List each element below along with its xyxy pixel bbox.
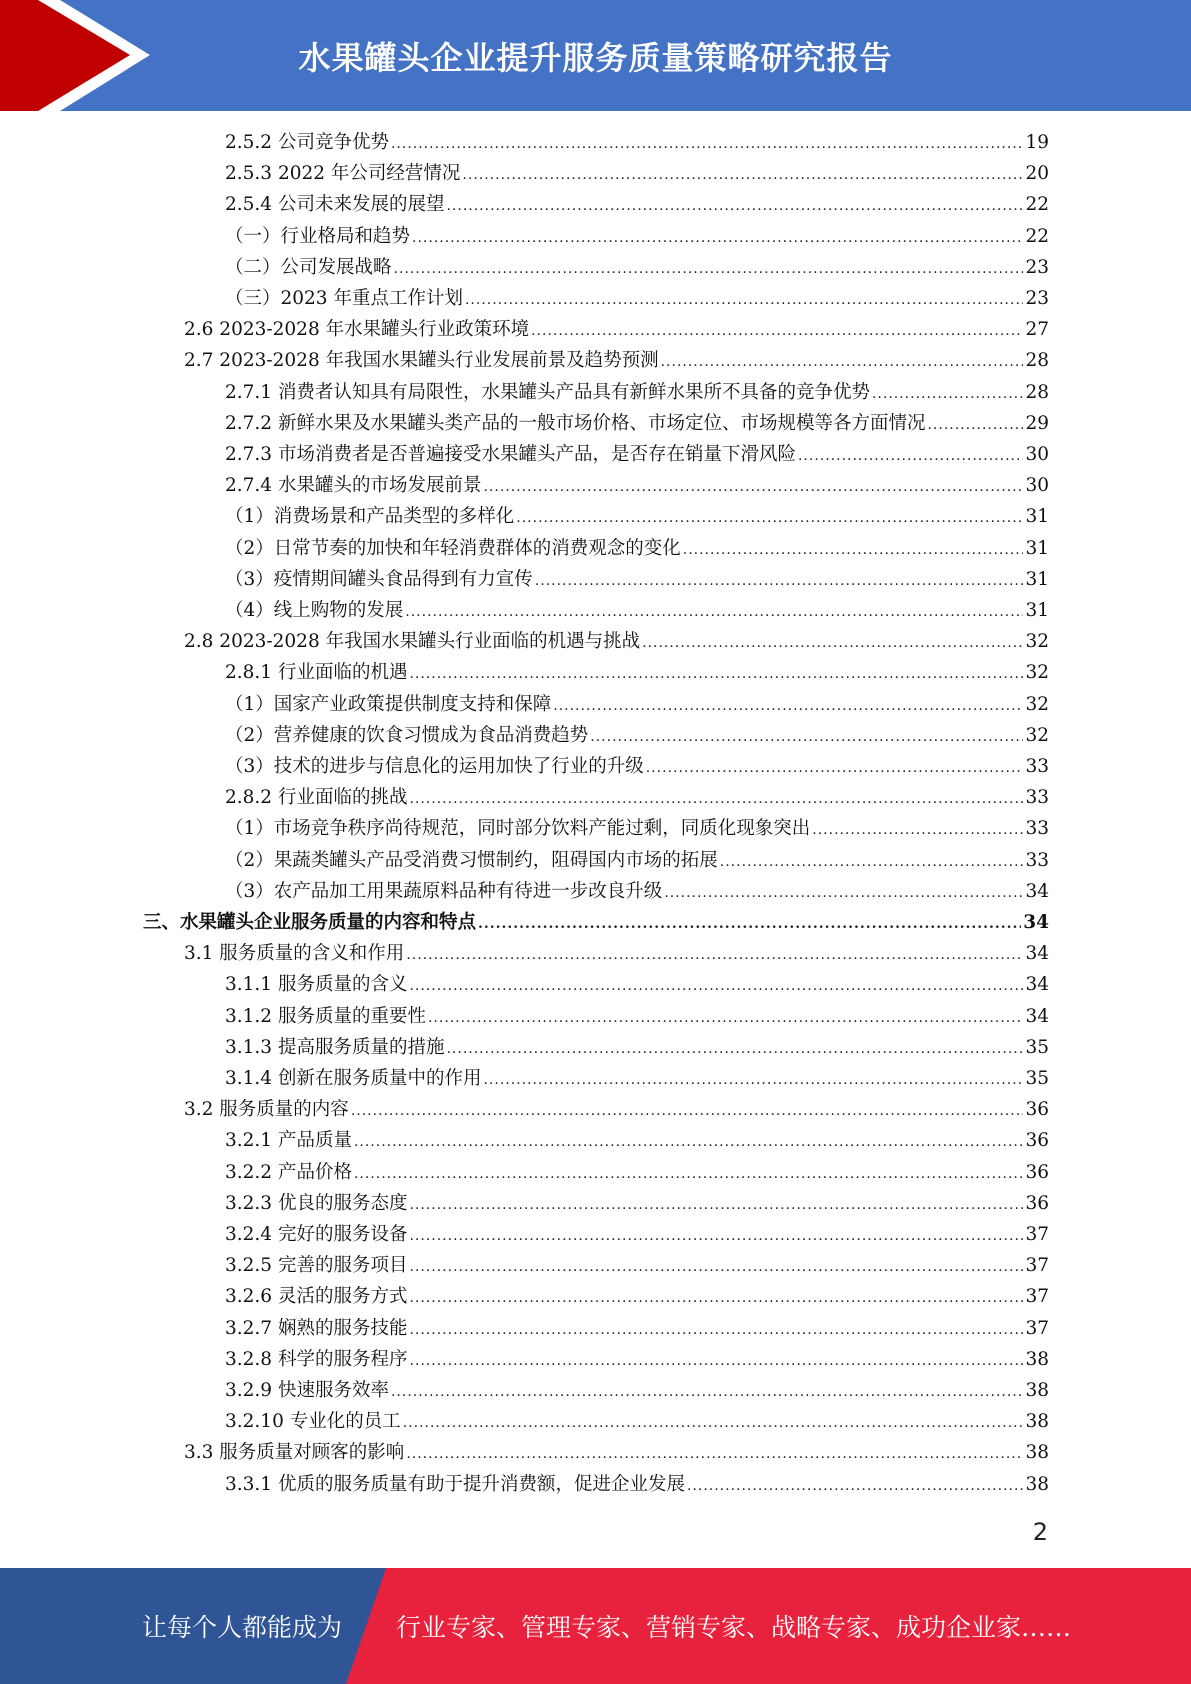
- toc-entry-label: 3.2.9 快速服务效率: [225, 1380, 389, 1401]
- toc-entry-page: 29: [1025, 412, 1049, 434]
- toc-dot-leader: [590, 729, 1023, 745]
- toc-dot-leader: [446, 1041, 1023, 1057]
- toc-dot-leader: [409, 1228, 1023, 1244]
- toc-entry-label: 3.1.1 服务质量的含义: [225, 974, 408, 996]
- toc-dot-leader: [478, 916, 1021, 932]
- toc-entry-label: 3.2.10 专业化的员工: [225, 1411, 401, 1433]
- toc-entry-label: 2.7.3 市场消费者是否普遍接受水果罐头产品，是否存在销量下滑风险: [225, 444, 796, 465]
- toc-entry-label: （2）果蔬类罐头产品受消费习惯制约，阻碍国内市场的拓展: [225, 849, 718, 871]
- toc-entry-label: 3.1 服务质量的含义和作用: [184, 943, 405, 965]
- toc-entry-page: 32: [1025, 662, 1049, 684]
- toc-dot-leader: [391, 136, 1023, 152]
- toc-entry-label: 2.8 2023-2028 年我国水果罐头行业面临的机遇与挑战: [184, 631, 641, 653]
- toc-entry-page: 28: [1025, 381, 1049, 403]
- toc-entry[interactable]: [143, 908, 1049, 939]
- toc-entry[interactable]: [225, 378, 1049, 409]
- toc-entry[interactable]: [225, 253, 1049, 284]
- toc-entry-page: 36: [1025, 1192, 1049, 1214]
- toc-entry-page: 37: [1025, 1317, 1049, 1339]
- toc-entry-label: 3.2.2 产品价格: [225, 1161, 352, 1183]
- toc-entry-label: 3.3 服务质量对顾客的影响: [184, 1442, 405, 1464]
- toc-dot-leader: [354, 1166, 1024, 1182]
- toc-dot-leader: [642, 635, 1023, 651]
- toc-entry[interactable]: [225, 752, 1049, 783]
- toc-entry[interactable]: [225, 471, 1049, 502]
- toc-entry[interactable]: [225, 970, 1049, 1001]
- toc-entry-label: 3.2.8 科学的服务程序: [225, 1348, 408, 1370]
- toc-dot-leader: [409, 1197, 1023, 1213]
- toc-entry-page: 20: [1025, 163, 1049, 185]
- toc-entry-page: 38: [1025, 1473, 1049, 1495]
- toc-dot-leader: [351, 1103, 1024, 1119]
- toc-entry[interactable]: [184, 627, 1049, 658]
- toc-entry-label: （2）营养健康的饮食习惯成为食品消费趋势: [225, 724, 589, 746]
- toc-entry-label: 2.8.1 行业面临的机遇: [225, 662, 408, 684]
- toc-dot-leader: [646, 760, 1024, 776]
- toc-entry-page: 36: [1025, 1130, 1049, 1152]
- toc-entry-page: 32: [1025, 724, 1049, 746]
- toc-dot-leader: [927, 417, 1023, 433]
- toc-dot-leader: [812, 822, 1023, 838]
- toc-entry-label: 2.6 2023-2028 年水果罐头行业政策环境: [184, 319, 530, 341]
- toc-entry[interactable]: [225, 1376, 1049, 1407]
- report-footer: [0, 1568, 1191, 1684]
- toc-entry-label: 2.8.2 行业面临的挑战: [225, 787, 408, 809]
- toc-entry-label: （1）消费场景和产品类型的多样化: [225, 506, 515, 528]
- toc-dot-leader: [535, 573, 1024, 589]
- toc-dot-leader: [409, 1259, 1023, 1275]
- toc-dot-leader: [409, 1353, 1023, 1369]
- toc-entry-page: 37: [1025, 1224, 1049, 1245]
- toc-entry-label: （二）公司发展战略: [225, 256, 392, 278]
- toc-entry-page: 30: [1025, 444, 1049, 465]
- toc-dot-leader: [412, 230, 1023, 246]
- toc-dot-leader: [403, 1415, 1024, 1431]
- toc-dot-leader: [391, 1384, 1023, 1400]
- toc-entry-label: （三）2023 年重点工作计划: [225, 288, 463, 309]
- toc-entry[interactable]: [225, 128, 1049, 159]
- toc-entry[interactable]: [225, 814, 1049, 845]
- toc-entry-label: 2.5.2 公司竞争优势: [225, 132, 389, 153]
- toc-entry-page: 34: [1025, 943, 1049, 965]
- page-number: 2: [1032, 1518, 1048, 1546]
- toc-entry[interactable]: [225, 1064, 1049, 1095]
- toc-dot-leader: [409, 978, 1023, 994]
- toc-entry-label: （1）市场竞争秩序尚待规范，同时部分饮料产能过剩，同质化现象突出: [225, 818, 811, 840]
- toc-entry-page: 34: [1025, 974, 1049, 996]
- toc-entry-page: 32: [1025, 693, 1049, 715]
- toc-dot-leader: [446, 198, 1023, 214]
- toc-entry-page: 33: [1025, 818, 1049, 840]
- toc-entry-page: 38: [1025, 1442, 1049, 1464]
- toc-entry[interactable]: [225, 190, 1049, 221]
- toc-dot-leader: [483, 479, 1023, 495]
- footer-slogan-right: 行业专家、管理专家、营销专家、战略专家、成功企业家……: [396, 1613, 1072, 1642]
- toc-entry[interactable]: [225, 440, 1049, 471]
- toc-entry-label: 3.1.3 提高服务质量的措施: [225, 1036, 445, 1058]
- toc-entry-page: 22: [1025, 225, 1049, 247]
- toc-dot-leader: [531, 323, 1023, 339]
- toc-entry[interactable]: [225, 846, 1049, 877]
- toc-dot-leader: [516, 510, 1023, 526]
- toc-entry-label: 3.2.5 完善的服务项目: [225, 1255, 408, 1277]
- report-header: [0, 0, 1191, 111]
- toc-entry[interactable]: [184, 1438, 1049, 1469]
- toc-entry-label: 3.2.7 娴熟的服务技能: [225, 1317, 408, 1339]
- toc-entry[interactable]: [225, 877, 1049, 908]
- toc-entry-page: 35: [1025, 1036, 1049, 1058]
- toc-entry-label: 2.7 2023-2028 年我国水果罐头行业发展前景及趋势预测: [184, 350, 659, 372]
- toc-entry-label: （3）农产品加工用果蔬原料品种有待进一步改良升级: [225, 880, 663, 902]
- toc-entry[interactable]: [225, 1407, 1049, 1438]
- toc-dot-leader: [409, 666, 1023, 682]
- toc-entry-page: 27: [1025, 319, 1049, 341]
- toc-entry-page: 23: [1025, 256, 1049, 278]
- toc-entry[interactable]: [184, 939, 1049, 970]
- toc-entry-label: 2.7.2 新鲜水果及水果罐头类产品的一般市场价格、市场定位、市场规模等各方面情况: [225, 412, 926, 434]
- toc-entry-label: 3.1.4 创新在服务质量中的作用: [225, 1068, 482, 1089]
- toc-entry-label: 3.2 服务质量的内容: [184, 1099, 349, 1121]
- toc-entry[interactable]: [225, 721, 1049, 752]
- toc-dot-leader: [354, 1134, 1024, 1150]
- toc-entry[interactable]: [184, 315, 1049, 346]
- toc-entry-page: 38: [1025, 1348, 1049, 1370]
- toc-dot-leader: [409, 1290, 1023, 1306]
- toc-entry-page: 32: [1025, 631, 1049, 653]
- toc-entry[interactable]: [225, 1126, 1049, 1157]
- toc-entry-label: 三、水果罐头企业服务质量的内容和特点: [143, 912, 477, 933]
- toc-entry-page: 31: [1025, 600, 1049, 621]
- toc-dot-leader: [409, 1322, 1023, 1338]
- toc-entry[interactable]: [184, 346, 1049, 377]
- toc-dot-leader: [798, 448, 1023, 464]
- toc-entry-label: 3.2.3 优良的服务态度: [225, 1192, 408, 1214]
- toc-entry-label: 3.3.1 优质的服务质量有助于提升消费额，促进企业发展: [225, 1473, 685, 1495]
- toc-entry-label: 3.1.2 服务质量的重要性: [225, 1005, 426, 1027]
- toc-entry-label: 3.2.1 产品质量: [225, 1130, 352, 1152]
- toc-entry-page: 33: [1025, 756, 1049, 777]
- toc-entry-page: 22: [1025, 194, 1049, 216]
- toc-dot-leader: [428, 1010, 1023, 1026]
- toc-entry[interactable]: [225, 565, 1049, 596]
- toc-dot-leader: [394, 261, 1024, 277]
- toc-entry[interactable]: [225, 1282, 1049, 1313]
- toc-dot-leader: [661, 354, 1024, 370]
- toc-dot-leader: [406, 1446, 1023, 1462]
- toc-entry[interactable]: [225, 1314, 1049, 1345]
- toc-entry[interactable]: [225, 1158, 1049, 1189]
- toc-dot-leader: [406, 947, 1023, 963]
- toc-entry-label: 3.2.6 灵活的服务方式: [225, 1286, 408, 1308]
- toc-entry[interactable]: [225, 159, 1049, 190]
- toc-dot-leader: [872, 386, 1023, 402]
- toc-entry[interactable]: [225, 1220, 1049, 1251]
- toc-entry-label: 3.2.4 完好的服务设备: [225, 1224, 408, 1245]
- toc-entry[interactable]: [184, 1095, 1049, 1126]
- toc-entry[interactable]: [225, 783, 1049, 814]
- toc-entry-page: 37: [1025, 1286, 1049, 1308]
- toc-entry-page: 28: [1025, 350, 1049, 372]
- toc-entry-page: 23: [1025, 288, 1049, 309]
- toc-dot-leader: [462, 167, 1023, 183]
- toc-entry-page: 31: [1025, 568, 1049, 590]
- toc-entry-page: 36: [1025, 1099, 1049, 1121]
- toc-entry-page: 30: [1025, 475, 1049, 497]
- toc-entry[interactable]: [225, 409, 1049, 440]
- toc-entry[interactable]: [225, 1470, 1049, 1501]
- toc-entry[interactable]: [225, 596, 1049, 627]
- toc-entry[interactable]: [225, 1033, 1049, 1064]
- toc-entry-page: 38: [1025, 1411, 1049, 1433]
- toc-entry-page: 31: [1025, 537, 1049, 559]
- toc-entry[interactable]: [225, 1002, 1049, 1033]
- red-chevron-shape: [0, 0, 130, 111]
- report-title: 水果罐头企业提升服务质量策略研究报告: [298, 38, 893, 77]
- toc-entry-label: （3）技术的进步与信息化的运用加快了行业的升级: [225, 756, 644, 777]
- toc-entry[interactable]: [225, 222, 1049, 253]
- toc-entry-page: 34: [1023, 912, 1049, 933]
- toc-dot-leader: [409, 791, 1023, 807]
- toc-entry-label: 2.7.4 水果罐头的市场发展前景: [225, 475, 482, 497]
- toc-entry-label: 2.5.4 公司未来发展的展望: [225, 194, 445, 216]
- toc-entry[interactable]: [225, 1251, 1049, 1282]
- toc-entry-page: 31: [1025, 506, 1049, 528]
- toc-entry-label: 2.5.3 2022 年公司经营情况: [225, 163, 461, 185]
- toc-entry-page: 38: [1025, 1380, 1049, 1401]
- toc-dot-leader: [553, 698, 1023, 714]
- toc-entry-label: 2.7.1 消费者认知具有局限性，水果罐头产品具有新鲜水果所不具备的竞争优势: [225, 381, 870, 403]
- toc-entry-page: 33: [1025, 787, 1049, 809]
- toc-entry-page: 34: [1025, 880, 1049, 902]
- toc-entry-page: 34: [1025, 1005, 1049, 1027]
- toc-dot-leader: [664, 885, 1023, 901]
- toc-entry[interactable]: [225, 1189, 1049, 1220]
- toc-entry[interactable]: [225, 502, 1049, 533]
- toc-entry-page: 36: [1025, 1161, 1049, 1183]
- toc-entry-page: 19: [1025, 132, 1049, 153]
- toc-dot-leader: [405, 604, 1023, 620]
- toc-entry-label: （3）疫情期间罐头食品得到有力宣传: [225, 568, 533, 590]
- toc-entry[interactable]: [225, 534, 1049, 565]
- toc-entry-label: （2）日常节奏的加快和年轻消费群体的消费观念的变化: [225, 537, 681, 559]
- toc-entry-label: （一）行业格局和趋势: [225, 225, 411, 247]
- toc-entry-page: 37: [1025, 1255, 1049, 1277]
- footer-slogan-left: 让每个人都能成为: [142, 1613, 343, 1642]
- toc-entry[interactable]: [225, 1345, 1049, 1376]
- toc-entry-page: 35: [1025, 1068, 1049, 1089]
- toc-entry-page: 33: [1025, 849, 1049, 871]
- toc-dot-leader: [465, 292, 1023, 308]
- toc-entry[interactable]: [225, 658, 1049, 689]
- toc-entry[interactable]: [225, 690, 1049, 721]
- toc-dot-leader: [483, 1072, 1023, 1088]
- toc-entry[interactable]: [225, 284, 1049, 315]
- toc-dot-leader: [683, 542, 1024, 558]
- toc-entry-label: （1）国家产业政策提供制度支持和保障: [225, 693, 552, 715]
- toc-dot-leader: [720, 854, 1024, 870]
- toc-dot-leader: [687, 1478, 1023, 1494]
- toc-entry-label: （4）线上购物的发展: [225, 600, 404, 621]
